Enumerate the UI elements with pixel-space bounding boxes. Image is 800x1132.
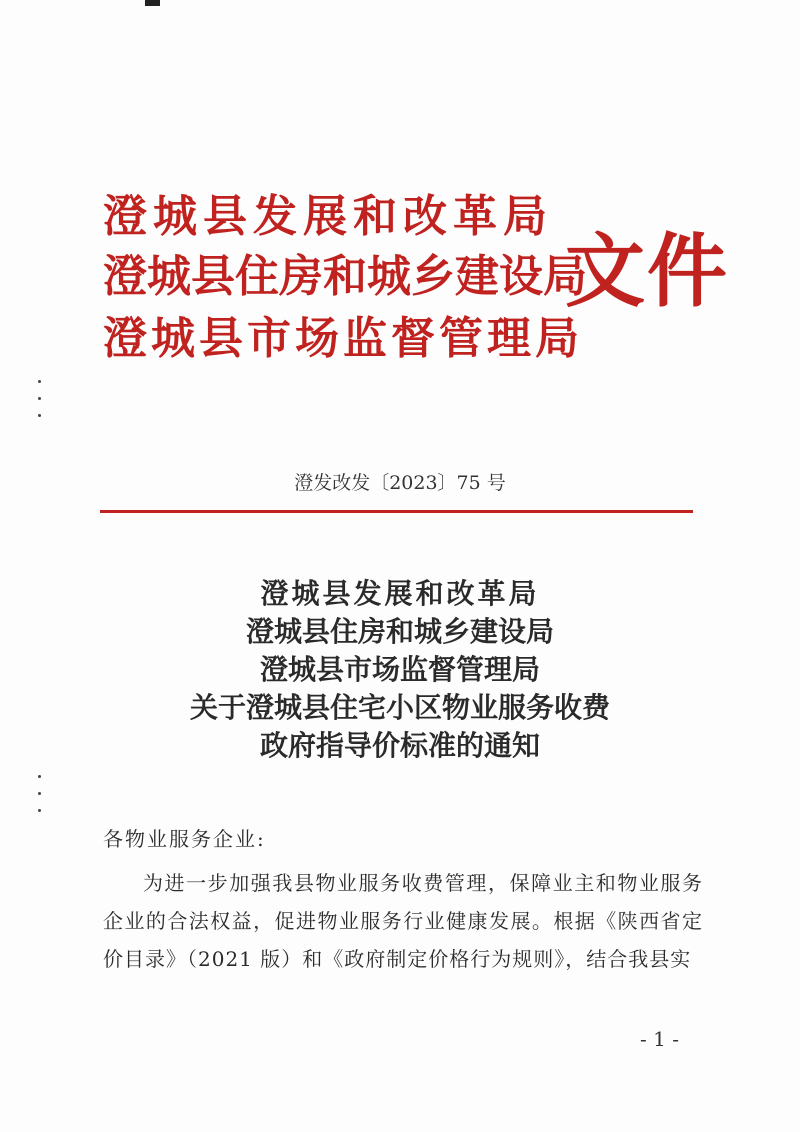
issuing-agency-2: 澄城县住房和城乡建设局: [103, 251, 587, 302]
binding-dot: [38, 380, 41, 383]
salutation: 各物业服务企业:: [103, 827, 266, 851]
issuing-agency-3: 澄城县市场监督管理局: [103, 313, 583, 364]
binding-dot: [38, 792, 41, 795]
notice-title: [0, 575, 800, 765]
title-line: 澄城县发展和改革局: [260, 577, 540, 610]
title-line: 关于澄城县住宅小区物业服务收费: [189, 691, 610, 724]
title-line: 澄城县住房和城乡建设局: [245, 615, 554, 648]
issuing-agency-1: 澄城县发展和改革局: [103, 191, 553, 242]
scan-mark: [145, 0, 160, 6]
binding-holes: [38, 775, 44, 826]
title-line: 政府指导价标准的通知: [259, 729, 540, 762]
binding-dot: [38, 775, 41, 778]
body-paragraph: 为进一步加强我县物业服务收费管理，保障业主和物业服务企业的合法权益，促进物业服务行业健康发展。根据《陕西省定价目录》（2021 版）和《政府制定价格行为规则》，结合我县实: [103, 871, 703, 971]
red-divider-line: [100, 510, 693, 513]
binding-dot: [38, 397, 41, 400]
page-number: - 1 -: [640, 1027, 679, 1051]
binding-dot: [38, 414, 41, 417]
document-word: 文件: [565, 224, 729, 318]
binding-dot: [38, 809, 41, 812]
document-number: 澄发改发〔2023〕75 号: [294, 472, 506, 494]
notice-body: [103, 820, 703, 978]
title-line: 澄城县市场监督管理局: [259, 653, 540, 686]
binding-holes: [38, 380, 44, 431]
